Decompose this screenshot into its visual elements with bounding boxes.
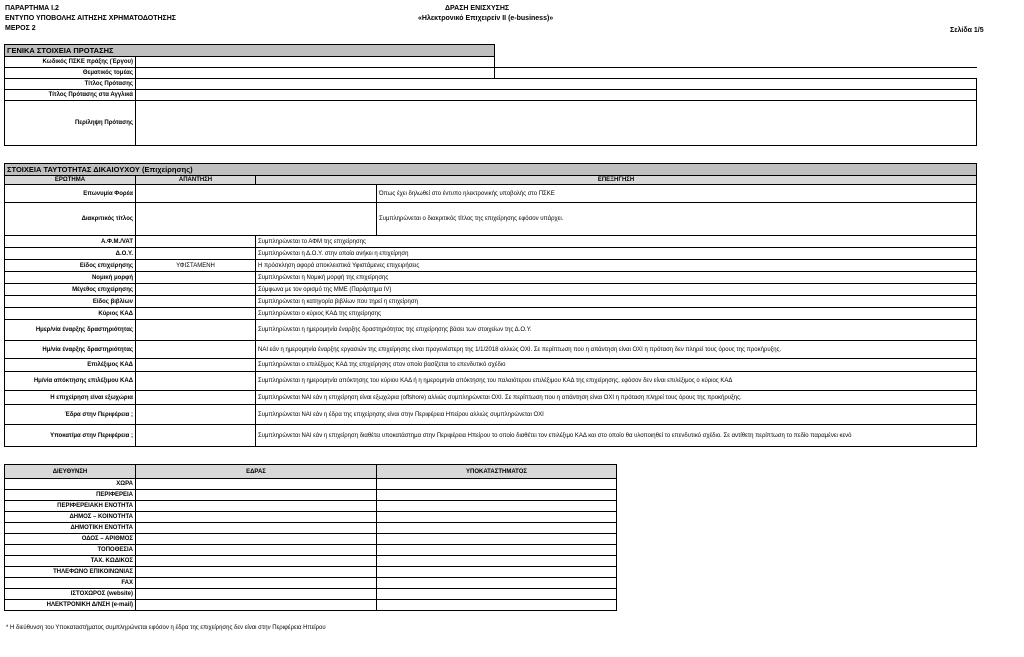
- form-title: ΕΝΤΥΠΟ ΥΠΟΒΟΛΗΣ ΑΙΤΗΣΗΣ ΧΡΗΜΑΤΟΔΟΤΗΣΗΣ: [5, 15, 176, 22]
- answer-field[interactable]: [136, 248, 256, 260]
- col-seat: ΕΔΡΑΣ: [136, 465, 377, 479]
- address-row-label: ΔΗΜΟΤΙΚΗ ΕΝΟΤΗΤΑ: [5, 523, 136, 534]
- branch-field[interactable]: [377, 523, 617, 534]
- question-label: Ημ/νία έναρξης δραστηριότητας: [5, 341, 136, 359]
- thematic-sector-label: Θεματικός τομέας: [5, 68, 136, 79]
- general-table: [4, 44, 977, 146]
- seat-field[interactable]: [136, 578, 377, 589]
- branch-field[interactable]: [377, 501, 617, 512]
- answer-field[interactable]: [136, 308, 256, 320]
- question-label: Έδρα στην Περιφέρεια ;: [5, 405, 136, 425]
- address-row-label: ΗΛΕΚΤΡΟΝΙΚΗ Δ/ΝΣΗ (e-mail): [5, 600, 136, 611]
- question-label: Α.Φ.Μ./VAT: [5, 236, 136, 248]
- seat-field[interactable]: [136, 490, 377, 501]
- question-label: Η επιχείρηση είναι εξωχώρια: [5, 391, 136, 405]
- seat-field[interactable]: [136, 567, 377, 578]
- branch-field[interactable]: [377, 512, 617, 523]
- explanation-text: Συμπληρώνεται ΝΑΙ εάν η επιχείρηση είναι εξωχώρια (offshore) αλλιώς συμπληρώνεται ΟΧΙ. Σε περίπτωση που η απάντηση είναι ΟΧΙ η πρόταση πληρεί τους όρους της προκήρυξης.: [256, 391, 977, 405]
- col-branch: ΥΠΟΚΑΤΑΣΤΗΜΑΤΟΣ: [377, 465, 617, 479]
- col-question: ΕΡΩΤΗΜΑ: [5, 176, 136, 185]
- address-row-label: ΤΑΧ. ΚΩΔΙΚΟΣ: [5, 556, 136, 567]
- address-row-label: ΔΗΜΟΣ – ΚΟΙΝΟΤΗΤΑ: [5, 512, 136, 523]
- part-label: ΜΕΡΟΣ 2: [5, 25, 36, 32]
- seat-field[interactable]: [136, 589, 377, 600]
- col-address: ΔΙΕΥΘΥΝΣΗ: [5, 465, 136, 479]
- seat-field[interactable]: [136, 501, 377, 512]
- question-label: Δ.Ο.Υ.: [5, 248, 136, 260]
- question-label: Επιλέξιμος ΚΑΔ: [5, 359, 136, 372]
- branch-field[interactable]: [377, 545, 617, 556]
- answer-field[interactable]: [136, 284, 256, 296]
- branch-field[interactable]: [377, 490, 617, 501]
- branch-field[interactable]: [377, 578, 617, 589]
- explanation-text: Σύμφωνα με τον ορισμό της ΜΜΕ (Παράρτημα ΙV): [256, 284, 977, 296]
- question-label: Μέγεθος επιχείρησης: [5, 284, 136, 296]
- branch-field[interactable]: [377, 534, 617, 545]
- explanation-text: Συμπληρώνεται η Δ.Ο.Υ. στην οποία ανήκει η επιχείρηση: [256, 248, 977, 260]
- proposal-title-en-field[interactable]: [136, 90, 977, 101]
- answer-field[interactable]: ΥΦΙΣΤΑΜΕΝΗ: [136, 260, 256, 272]
- answer-field[interactable]: [136, 359, 256, 372]
- branch-field[interactable]: [377, 589, 617, 600]
- col-explanation: ΕΠΕΞΗΓΗΣΗ: [256, 176, 977, 185]
- col-answer: ΑΠΑΝΤΗΣΗ: [136, 176, 256, 185]
- question-label: Ημ/νία απόκτησης επιλέξιμου ΚΑΔ: [5, 372, 136, 391]
- annex-label: ΠΑΡΑΡΤΗΜΑ Ι.2: [5, 5, 59, 12]
- address-table: [4, 464, 617, 611]
- address-row-label: ΧΩΡΑ: [5, 479, 136, 490]
- address-row-label: ΠΕΡΙΦΕΡΕΙΑ: [5, 490, 136, 501]
- branch-field[interactable]: [377, 479, 617, 490]
- project-code-field[interactable]: [136, 57, 495, 68]
- explanation-text: Όπως έχει δηλωθεί στο έντυπο ηλεκτρονικής υποβολής στο ΠΣΚΕ: [377, 185, 977, 203]
- proposal-summary-field[interactable]: [136, 101, 977, 146]
- page-number: Σελίδα 1/5: [950, 27, 984, 34]
- question-label: Ημερ/νία έναρξης δραστηριότητας: [5, 320, 136, 341]
- thematic-sector-field[interactable]: [136, 68, 495, 79]
- address-row-label: FAX: [5, 578, 136, 589]
- seat-field[interactable]: [136, 523, 377, 534]
- address-row-label: ΠΕΡΙΦΕΡΕΙΑΚΗ ΕΝΟΤΗΤΑ: [5, 501, 136, 512]
- general-title: ΓΕΝΙΚΑ ΣΤΟΙΧΕΙΑ ΠΡΟΤΑΣΗΣ: [5, 45, 495, 57]
- question-label: Νομική μορφή: [5, 272, 136, 284]
- explanation-text: Συμπληρώνεται ΝΑΙ εάν η έδρα της επιχείρησης είναι στην Περιφέρεια Ηπείρου αλλιώς συμπληρώνεται ΟΧΙ: [256, 405, 977, 425]
- answer-field[interactable]: [136, 185, 377, 203]
- seat-field[interactable]: [136, 479, 377, 490]
- question-label: Επωνυμία Φορέα: [5, 185, 136, 203]
- explanation-text: Συμπληρώνεται η Νομική μορφή της επιχείρησης: [256, 272, 977, 284]
- proposal-title-en-label: Τίτλος Πρότασης στα Αγγλικά: [5, 90, 136, 101]
- proposal-summary-label: Περίληψη Πρότασης: [5, 101, 136, 146]
- answer-field[interactable]: [136, 372, 256, 391]
- explanation-text: Συμπληρώνεται η ημερομηνία απόκτησης του κύριου ΚΑΔ ή η ημερομηνία απόκτησης του παλαιότερου επιλέξιμου ΚΑΔ της επιχείρησης, εφόσον δεν είναι επιλέξιμος ο κύριος ΚΑΔ: [256, 372, 977, 391]
- branch-field[interactable]: [377, 556, 617, 567]
- answer-field[interactable]: [136, 341, 256, 359]
- explanation-text: Συμπληρώνεται ΝΑΙ εάν η επιχείρηση διαθέτει υποκατάστημα στην Περιφέρεια Ηπείρου το οποίο διαθέτει τον επιλέξιμο ΚΑΔ και στο οποίο θα υλοποιηθεί το επενδυτικό σχέδιο. Σε αντίθετη περίπτωση το πεδίο παραμένει κενό: [256, 425, 977, 447]
- proposal-title-label: Τίτλος Πρότασης: [5, 79, 136, 90]
- seat-field[interactable]: [136, 600, 377, 611]
- branch-address-footnote: * Η διεύθυνση του Υποκαταστήματος συμπληρώνεται εφόσον η έδρα της επιχείρησης δεν είναι στην Περιφέρεια Ηπείρου: [6, 625, 326, 631]
- answer-field[interactable]: [136, 296, 256, 308]
- explanation-text: Η πρόσκληση αφορά αποκλειστικά Υφιστάμενες επιχειρήσεις: [256, 260, 977, 272]
- program-title: «Ηλεκτρονικό Επιχειρείν ΙΙ (e-business)»: [418, 15, 554, 22]
- identity-title: ΣΤΟΙΧΕΙΑ ΤΑΥΤΟΤΗΤΑΣ ΔΙΚΑΙΟΥΧΟΥ (Επιχείρησης): [5, 164, 977, 176]
- seat-field[interactable]: [136, 556, 377, 567]
- branch-field[interactable]: [377, 567, 617, 578]
- address-row-label: ΤΟΠΟΘΕΣΙΑ: [5, 545, 136, 556]
- question-label: Κύριος ΚΑΔ: [5, 308, 136, 320]
- answer-field[interactable]: [136, 236, 256, 248]
- seat-field[interactable]: [136, 534, 377, 545]
- project-code-label: Κωδικός ΠΣΚΕ πράξης (Έργου): [5, 57, 136, 68]
- proposal-title-field[interactable]: [136, 79, 977, 90]
- question-label: Είδος βιβλίων: [5, 296, 136, 308]
- seat-field[interactable]: [136, 545, 377, 556]
- branch-field[interactable]: [377, 600, 617, 611]
- address-row-label: ΟΔΟΣ – ΑΡΙΘΜΟΣ: [5, 534, 136, 545]
- answer-field[interactable]: [136, 391, 256, 405]
- explanation-text: Συμπληρώνεται το ΑΦΜ της επιχείρησης: [256, 236, 977, 248]
- question-label: Διακριτικός τίτλος: [5, 203, 136, 236]
- explanation-text: ΝΑΙ εάν η ημερομηνία έναρξης εργασιών της επιχείρησης είναι προγενέστερη της 1/1/2018 αλλιώς ΟΧΙ. Σε περίπτωση που η απάντηση είναι ΟΧΙ η πρόταση δεν πληρεί τους όρους της προκήρυξης.: [256, 341, 977, 359]
- address-row-label: ΙΣΤΟΧΩΡΟΣ (website): [5, 589, 136, 600]
- question-label: Είδος επιχείρησης: [5, 260, 136, 272]
- explanation-text: Συμπληρώνεται ο κύριος ΚΑΔ της επιχείρησης: [256, 308, 977, 320]
- explanation-text: Συμπληρώνεται η κατηγορία βιβλίων που τηρεί η επιχείρηση: [256, 296, 977, 308]
- answer-field[interactable]: [136, 272, 256, 284]
- explanation-text: Συμπληρώνεται ο διακριτικός τίτλος της επιχείρησης εφόσον υπάρχει.: [377, 203, 977, 236]
- action-label: ΔΡΑΣΗ ΕΝΙΣΧΥΣΗΣ: [445, 5, 510, 12]
- question-label: Υποκατ/μα στην Περιφέρεια ;: [5, 425, 136, 447]
- seat-field[interactable]: [136, 512, 377, 523]
- answer-field[interactable]: [136, 320, 256, 341]
- explanation-text: Συμπληρώνεται ο επιλέξιμος ΚΑΔ της επιχείρησης στον οποίο βασίζεται το επενδυτικό σχέδιο: [256, 359, 977, 372]
- answer-field[interactable]: [136, 425, 256, 447]
- address-row-label: ΤΗΛΕΦΩΝΟ ΕΠΙΚΟΙΝΩΝΙΑΣ: [5, 567, 136, 578]
- explanation-text: Συμπληρώνεται η ημερομηνία έναρξης δραστηριότητας της επιχείρησης βάσει των στοιχείων της Δ.Ο.Υ.: [256, 320, 977, 341]
- answer-field[interactable]: [136, 203, 377, 236]
- answer-field[interactable]: [136, 405, 256, 425]
- identity-table: [4, 163, 977, 447]
